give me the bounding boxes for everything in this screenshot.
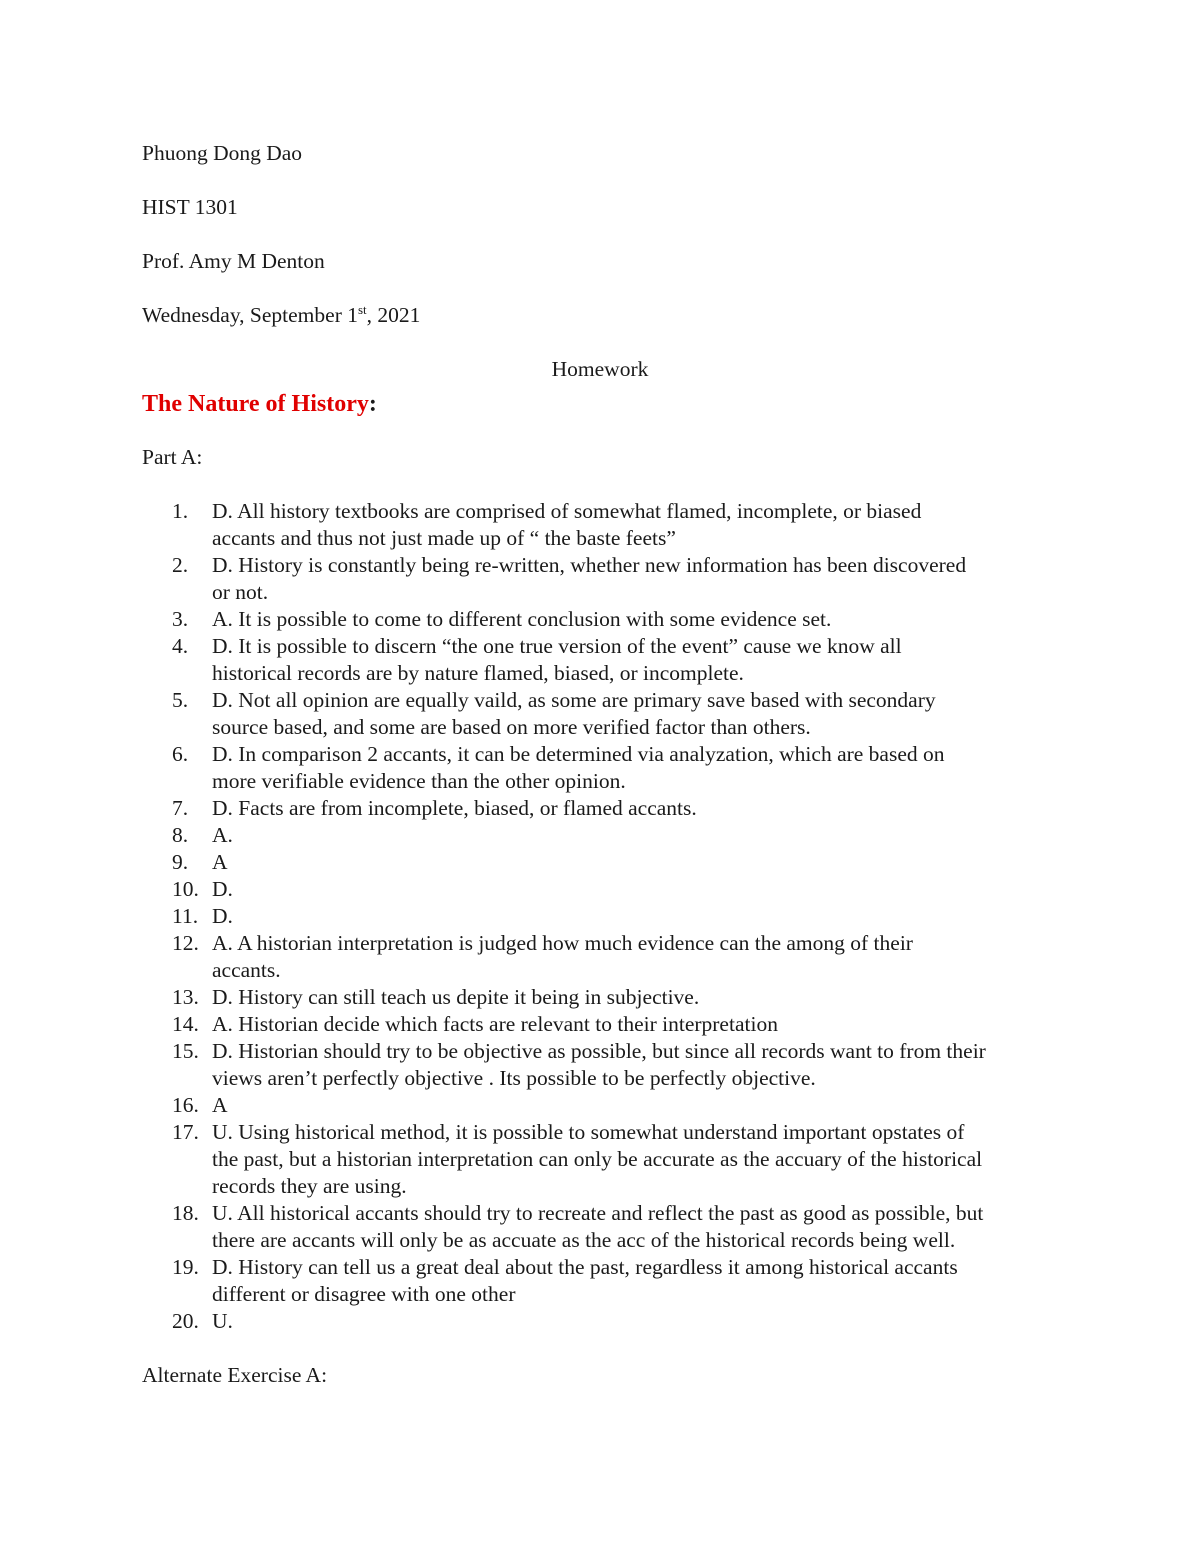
list-item [142,903,1082,930]
list-item-text: D. History can tell us a great deal about the past, regardless it among historical accants different or disagree with one other [212,1255,958,1306]
list-item-number: 14. [172,1012,199,1036]
list-item-text: D. Facts are from incomplete, biased, or flamed accants. [212,796,697,820]
document-title: Homework [551,357,649,381]
list-item [142,498,1082,552]
list-item-text: D. History can still teach us depite it being in subjective. [212,985,700,1009]
list-item-number: 7. [172,796,189,820]
list-item [142,1038,1082,1092]
list-item-number: 3. [172,607,189,631]
list-item [142,552,1082,606]
professor-name: Prof. Amy M Denton [142,249,325,273]
list-item [142,1011,1082,1038]
list-item-text: D. All history textbooks are comprised of somewhat flamed, incomplete, or biased accants and thus not just made up of “ the baste feets” [212,499,922,550]
list-item-text: U. All historical accants should try to recreate and reflect the past as good as possible, but there are accants will only be as accuate as the acc of the historical records being well. [212,1201,984,1252]
course-code: HIST 1301 [142,195,238,219]
list-item-text: D. In comparison 2 accants, it can be determined via analyzation, which are based on more verifiable evidence than the other opinion. [212,742,945,793]
section-heading-colon: : [368,391,377,417]
list-item-number: 15. [172,1039,199,1063]
part-a-label: Part A: [142,445,203,469]
list-item [142,741,1082,795]
list-item [142,822,1082,849]
list-item-text: D. [212,904,233,928]
section-heading [142,385,1082,423]
alternate-exercise-label: Alternate Exercise A: [142,1363,328,1387]
list-item [142,1200,1082,1254]
list-item-number: 9. [172,850,189,874]
list-item-number: 17. [172,1120,199,1144]
list-item-number: 19. [172,1255,199,1279]
list-item-number: 20. [172,1309,199,1333]
date-ordinal: st [358,301,367,317]
list-item-text: D. Not all opinion are equally vaild, as some are primary save based with secondary source based, and some are based on more verified factor than others. [212,688,936,739]
list-item [142,930,1082,984]
list-item [142,1092,1082,1119]
list-item [142,1254,1082,1308]
list-item [142,876,1082,903]
student-name: Phuong Dong Dao [142,141,303,165]
list-item [142,849,1082,876]
answer-list [142,498,1082,1335]
list-item-text: D. Historian should try to be objective as possible, but since all records want to from their views aren’t perfectly objective . Its possible to be perfectly objective. [212,1039,986,1090]
list-item-text: U. [212,1309,233,1333]
list-item-number: 6. [172,742,189,766]
list-item-number: 5. [172,688,189,712]
list-item [142,606,1082,633]
list-item [142,795,1082,822]
document-page [142,140,1082,1389]
list-item-number: 13. [172,985,199,1009]
list-item [142,1119,1082,1200]
list-item-text: A [212,1093,228,1117]
list-item-text: A. [212,823,233,847]
list-item-number: 11. [172,904,199,928]
list-item [142,633,1082,687]
date-suffix: , 2021 [366,303,421,327]
list-item-text: D. It is possible to discern “the one true version of the event” cause we know all historical records are by nature flamed, biased, or incomplete. [212,634,902,685]
list-item-number: 2. [172,553,189,577]
list-item-number: 12. [172,931,199,955]
list-item-text: A. A historian interpretation is judged how much evidence can the among of their accants. [212,931,913,982]
list-item-text: D. History is constantly being re-written, whether new information has been discovered or not. [212,553,967,604]
list-item [142,687,1082,741]
assignment-date [142,302,1082,329]
list-item-text: A. It is possible to come to different conclusion with some evidence set. [212,607,832,631]
list-item-text: A. Historian decide which facts are relevant to their interpretation [212,1012,778,1036]
date-prefix: Wednesday, September 1 [142,303,358,327]
list-item-number: 8. [172,823,189,847]
list-item [142,1308,1082,1335]
list-item-text: A [212,850,228,874]
list-item [142,984,1082,1011]
list-item-text: D. [212,877,233,901]
list-item-number: 1. [172,499,189,523]
list-item-number: 4. [172,634,189,658]
list-item-text: U. Using historical method, it is possible to somewhat understand important opstates of the past, but a historian interpretation can only be accurate as the accuary of the historical records they are using. [212,1120,983,1198]
list-item-number: 16. [172,1093,199,1117]
section-heading-text: The Nature of History [142,391,369,417]
list-item-number: 10. [172,877,199,901]
list-item-number: 18. [172,1201,199,1225]
